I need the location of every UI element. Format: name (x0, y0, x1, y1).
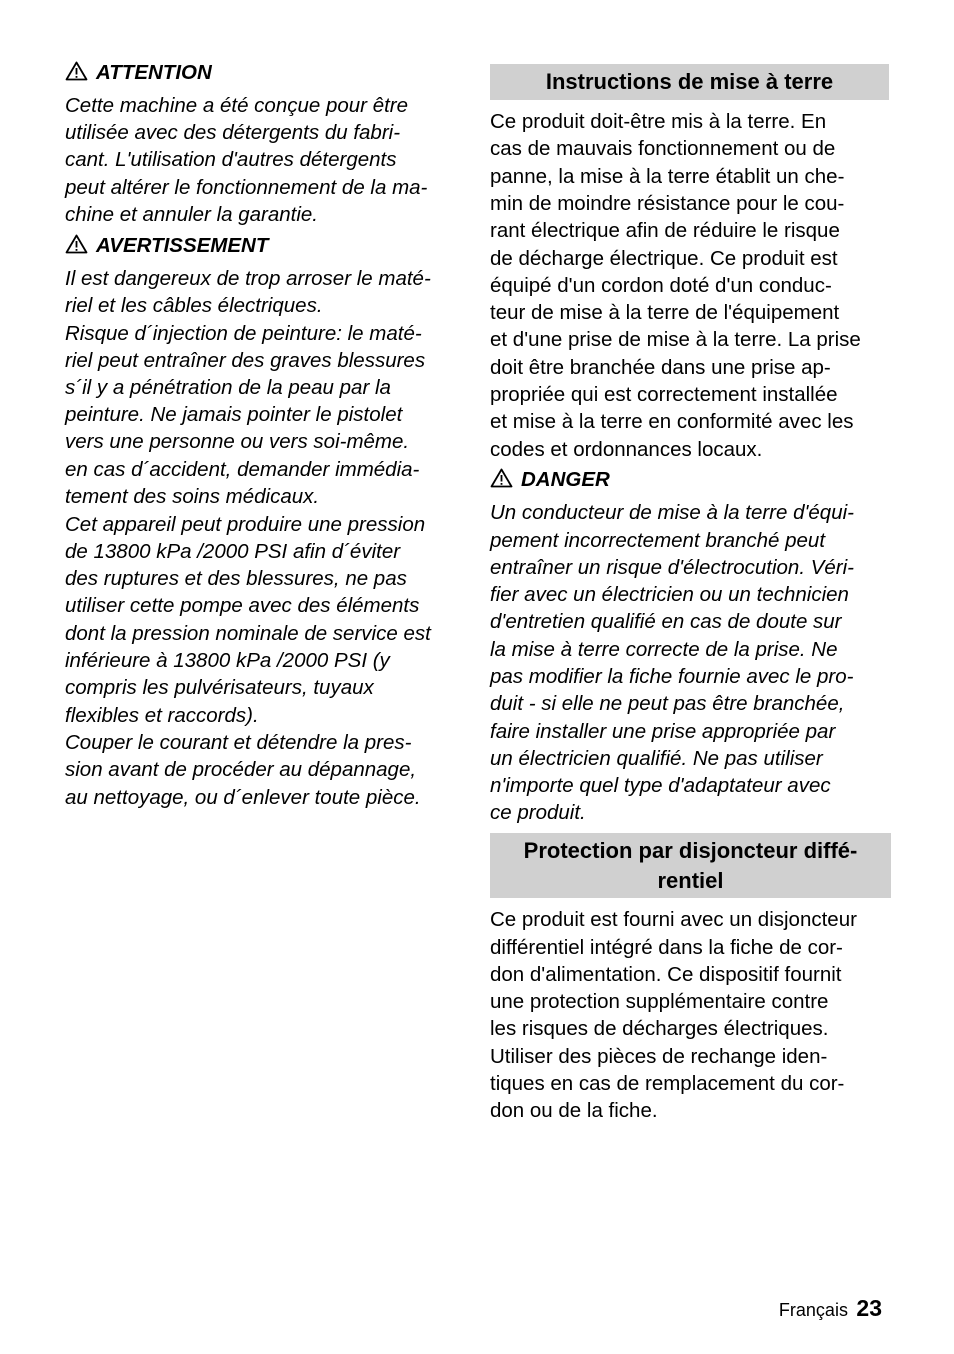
avertissement-line: Risque d´injection de peinture: le maté- (65, 322, 422, 345)
danger-line: pement incorrectement branché peut (490, 529, 826, 552)
avertissement-line: Il est dangereux de trop arroser le maté- (65, 267, 431, 290)
page-number: 23 (856, 1295, 882, 1321)
danger-line: fier avec un électricien ou un technicien (490, 583, 849, 606)
gfci-line: les risques de décharges électriques. (490, 1017, 829, 1040)
avertissement-heading (65, 234, 268, 258)
grounding-line: propriée qui est correctement installée (490, 383, 838, 406)
gfci-line: différentiel intégré dans la fiche de cor- (490, 936, 843, 959)
grounding-line: codes et ordonnances locaux. (490, 438, 763, 461)
avertissement-line: inférieure à 13800 kPa /2000 PSI (y (65, 649, 390, 672)
danger-line: d'entretien qualifié en cas de doute sur (490, 610, 842, 633)
grounding-line: et mise à la terre en conformité avec les (490, 410, 854, 433)
gfci-line: Ce produit est fourni avec un disjoncteur (490, 908, 857, 931)
avertissement-line: riel peut entraîner des graves blessures (65, 349, 426, 372)
grounding-line: cas de mauvais fonctionnement ou de (490, 137, 836, 160)
attention-title: ATTENTION (96, 61, 212, 84)
warning-triangle-icon (490, 468, 513, 488)
avertissement-line: tement des soins médicaux. (65, 485, 320, 508)
danger-line: pas modifier la fiche fournie avec le pro- (490, 665, 854, 688)
danger-title: DANGER (521, 468, 610, 491)
grounding-line: équipé d'un cordon doté d'un conduc- (490, 274, 832, 297)
avertissement-line: riel et les câbles électriques. (65, 294, 323, 317)
avertissement-line: flexibles et raccords). (65, 704, 259, 727)
avertissement-title: AVERTISSEMENT (96, 234, 269, 257)
grounding-section-heading: Instructions de mise à terre (490, 64, 889, 100)
grounding-line: rant électrique afin de réduire le risque (490, 219, 840, 242)
grounding-line: et d'une prise de mise à la terre. La prise (490, 328, 861, 351)
danger-line: la mise à terre correcte de la prise. Ne (490, 638, 838, 661)
avertissement-line: sion avant de procéder au dépannage, (65, 758, 417, 781)
avertissement-line: des ruptures et des blessures, ne pas (65, 567, 407, 590)
grounding-line: min de moindre résistance pour le cou- (490, 192, 845, 215)
attention-line: utilisée avec des détergents du fabri- (65, 121, 401, 144)
warning-triangle-icon (65, 234, 88, 254)
avertissement-line: utiliser cette pompe avec des éléments (65, 594, 420, 617)
attention-line: chine et annuler la garantie. (65, 203, 319, 226)
gfci-line: une protection supplémentaire contre (490, 990, 829, 1013)
gfci-line: don ou de la fiche. (490, 1099, 658, 1122)
avertissement-line: peinture. Ne jamais pointer le pistolet (65, 403, 403, 426)
danger-line: faire installer une prise appropriée par (490, 720, 836, 743)
grounding-line: doit être branchée dans une prise ap- (490, 356, 831, 379)
gfci-section-heading (490, 833, 891, 898)
avertissement-line: au nettoyage, ou d´enlever toute pièce. (65, 786, 421, 809)
grounding-line: panne, la mise à la terre établit un che- (490, 165, 845, 188)
gfci-heading-line: rentiel (657, 868, 724, 893)
avertissement-line: s´il y a pénétration de la peau par la (65, 376, 391, 399)
avertissement-line: dont la pression nominale de service est (65, 622, 431, 645)
avertissement-line: vers une personne ou vers soi-même. (65, 430, 410, 453)
attention-line: Cette machine a été conçue pour être (65, 94, 409, 117)
danger-line: un électricien qualifié. Ne pas utiliser (490, 747, 823, 770)
danger-line: duit - si elle ne peut pas être branchée, (490, 692, 845, 715)
gfci-line: Utiliser des pièces de rechange iden- (490, 1045, 828, 1068)
danger-line: n'importe quel type d'adaptateur avec (490, 774, 831, 797)
page-footer (779, 1295, 882, 1322)
gfci-heading-line: Protection par disjoncteur diffé- (523, 838, 858, 863)
danger-line: ce produit. (490, 801, 586, 824)
avertissement-line: compris les pulvérisateurs, tuyaux (65, 676, 374, 699)
gfci-line: don d'alimentation. Ce dispositif fournit (490, 963, 842, 986)
attention-line: cant. L'utilisation d'autres détergents (65, 148, 397, 171)
grounding-line: Ce produit doit-être mis à la terre. En (490, 110, 827, 133)
avertissement-line: Cet appareil peut produire une pression (65, 513, 426, 536)
attention-heading (65, 61, 212, 85)
grounding-line: de décharge électrique. Ce produit est (490, 247, 838, 270)
danger-heading (490, 468, 610, 492)
gfci-line: tiques en cas de remplacement du cor- (490, 1072, 845, 1095)
grounding-line: teur de mise à la terre de l'équipement (490, 301, 840, 324)
danger-line: entraîner un risque d'électrocution. Véri- (490, 556, 854, 579)
danger-line: Un conducteur de mise à la terre d'équi- (490, 501, 854, 524)
attention-line: peut altérer le fonctionnement de la ma- (65, 176, 428, 199)
avertissement-line: de 13800 kPa /2000 PSI afin d´éviter (65, 540, 401, 563)
avertissement-line: en cas d´accident, demander immédia- (65, 458, 420, 481)
warning-triangle-icon (65, 61, 88, 81)
footer-language: Français (778, 1300, 848, 1320)
avertissement-line: Couper le courant et détendre la pres- (65, 731, 412, 754)
